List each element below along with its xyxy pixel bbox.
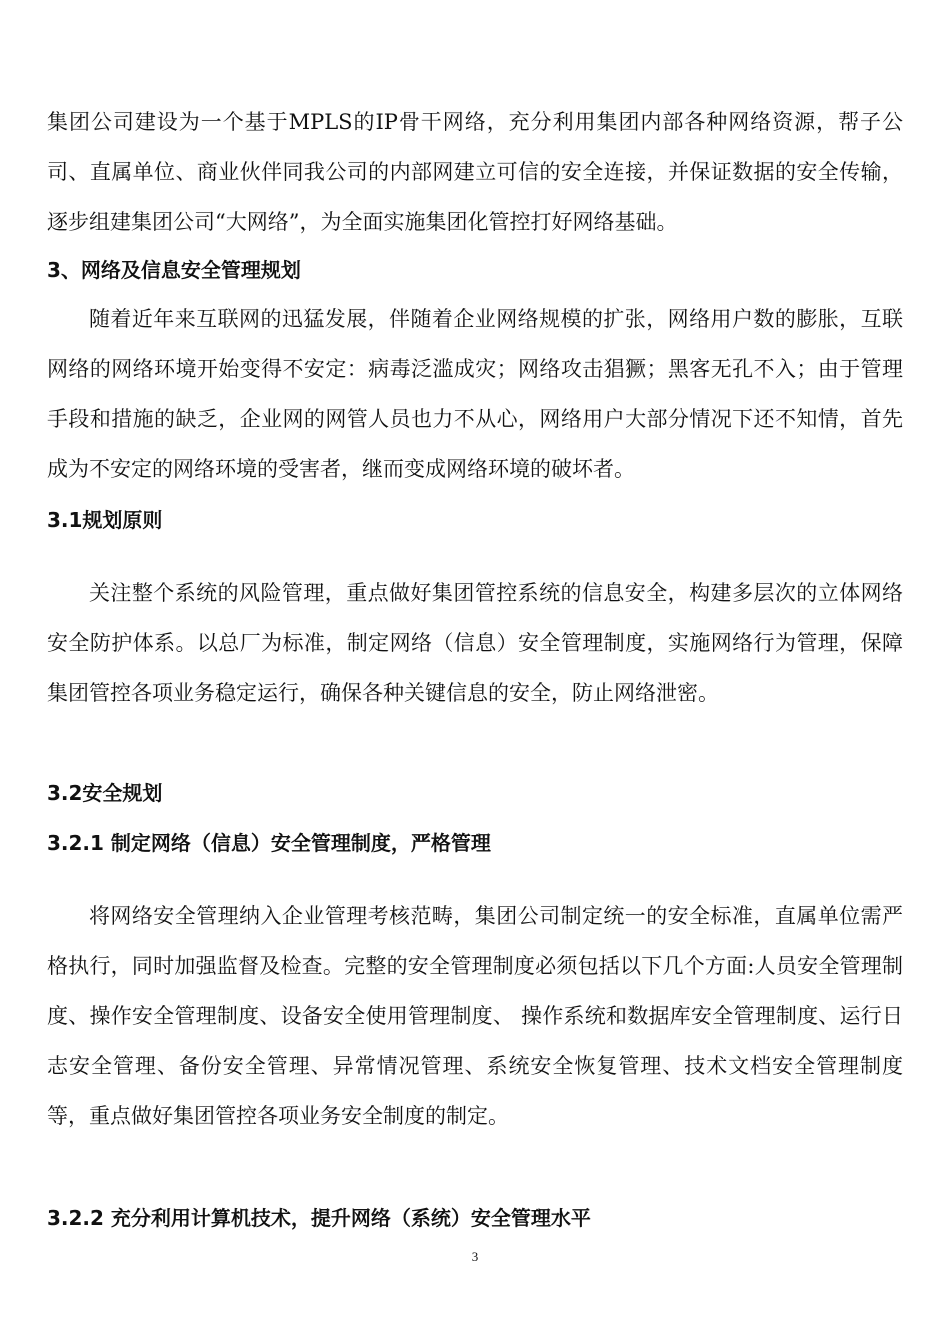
- heading-section-3-2-1: 3.2.1 制定网络（信息）安全管理制度，严格管理: [47, 831, 491, 855]
- paragraph-security-background: 随着近年来互联网的迅猛发展，伴随着企业网络规模的扩张，网络用户数的膨胀，互联网络的网络环境开始变得不安定：病毒泛滥成灾；网络攻击猖獗；黑客无孔不入；由于管理手段和措施的缺乏，企业网的网管人员也力不从心，网络用户大部分情况下还不知情，首先成为不安定的网络环境的受害者，继而变成网络环境的破坏者。: [47, 307, 903, 481]
- heading-section-3-1: 3.1规划原则: [47, 508, 163, 532]
- heading-section-3: 3、网络及信息安全管理规划: [47, 258, 301, 282]
- paragraph-network-backbone: 集团公司建设为一个基于MPLS的IP骨干网络，充分利用集团内部各种网络资源，帮子公司、直属单位、商业伙伴同我公司的内部网建立可信的安全连接，并保证数据的安全传输，逐步组建集团公司“大网络”，为全面实施集团化管控打好网络基础。: [47, 110, 903, 234]
- page-number: 3: [471, 1249, 479, 1264]
- paragraph-planning-principles: 关注整个系统的风险管理，重点做好集团管控系统的信息安全，构建多层次的立体网络安全防护体系。以总厂为标准，制定网络（信息）安全管理制度，实施网络行为管理，保障集团管控各项业务稳定运行，确保各种关键信息的安全，防止网络泄密。: [47, 581, 903, 705]
- paragraph-management-system: 将网络安全管理纳入企业管理考核范畴，集团公司制定统一的安全标准，直属单位需严格执行，同时加强监督及检查。完整的安全管理制度必须包括以下几个方面:人员安全管理制度、操作安全管理制度、设备安全使用管理制度、 操作系统和数据库安全管理制度、运行日志安全管理、备份安全管理、异常情况管理、系统安全恢复管理、技术文档安全管理制度等，重点做好集团管控各项业务安全制度的制定。: [47, 904, 903, 1128]
- heading-section-3-2: 3.2安全规划: [47, 781, 163, 805]
- heading-section-3-2-2: 3.2.2 充分利用计算机技术，提升网络（系统）安全管理水平: [47, 1206, 591, 1230]
